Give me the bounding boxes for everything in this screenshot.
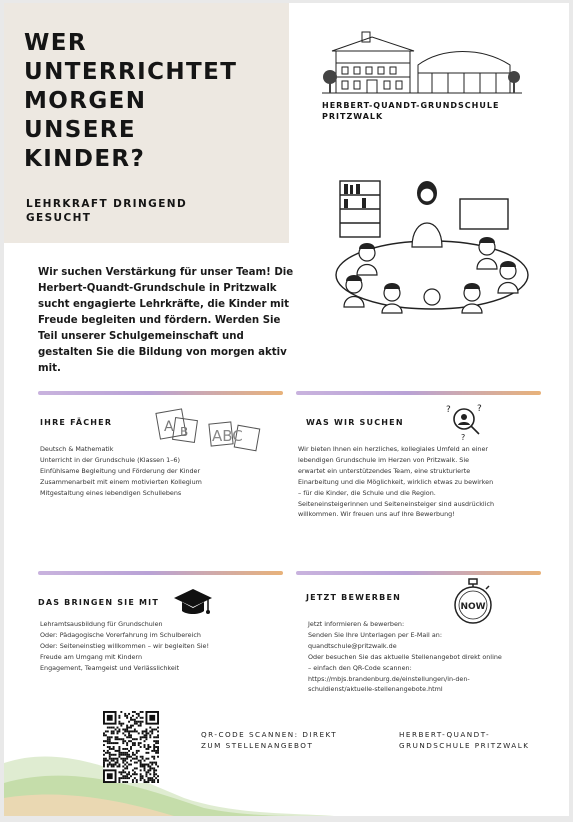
intro-line: gestalten Sie die Bildung von morgen aktiv <box>38 347 287 358</box>
body-line: erwartet ein unterstützendes Team, eine strukturierte <box>298 466 471 475</box>
subheadline <box>26 197 187 225</box>
qr-caption <box>201 729 337 751</box>
magnifier-question-icon <box>445 401 487 441</box>
graduation-cap-icon <box>173 587 213 617</box>
body-line: Freude am Umgang mit Kindern <box>40 652 142 661</box>
headline-line: UNSERE <box>24 117 137 143</box>
section-divider <box>296 391 541 395</box>
footer-school-line: GRUNDSCHULE PRITZWALK <box>399 741 530 750</box>
footer-school-name <box>399 729 529 751</box>
body-line: Oder besuchen Sie das aktuelle Stellenangebot direkt online <box>308 652 502 661</box>
subheadline-line: LEHRKRAFT DRINGEND <box>26 198 188 210</box>
section-divider <box>38 571 283 575</box>
stopwatch-label: NOW <box>460 602 486 612</box>
intro-line: Herbert-Quandt-Grundschule in Pritzwalk <box>38 283 277 294</box>
body-line: Einfühlsame Begleitung und Förderung der Kinder <box>40 466 201 475</box>
body-line: Einarbeitung und die Möglichkeit, wirklich etwas zu bewirken <box>298 477 494 486</box>
body-line: willkommen. Wir freuen uns auf Ihre Bewerbung! <box>298 510 455 519</box>
svg-text:B: B <box>180 425 189 439</box>
body-line: – für die Kinder, die Schule und die Region. <box>298 488 436 497</box>
intro-text <box>38 265 294 377</box>
body-line: Oder: Seiteneinstieg willkommen – wir begleiten Sie! <box>40 641 210 650</box>
headline-line: MORGEN <box>24 88 147 114</box>
intro-line: Teil unserer Schulgemeinschaft und <box>38 331 244 342</box>
school-label-line: PRITZWALK <box>322 112 384 121</box>
section-body-mitbringen <box>40 619 209 674</box>
abc-blocks-letters: ABC <box>212 427 243 445</box>
svg-text:?: ? <box>477 404 482 414</box>
intro-line: mit. <box>38 363 61 374</box>
body-line: – einfach den QR-Code scannen: <box>308 663 412 672</box>
svg-text:?: ? <box>446 405 451 415</box>
section-divider <box>296 571 541 575</box>
hero-panel <box>4 3 289 243</box>
intro-line: Freude begleiten und fördern. Werden Sie <box>38 315 281 326</box>
body-line: lebendigen Grundschule im Herzen von Pritzwalk. Sie <box>298 455 470 464</box>
body-line: Engagement, Teamgeist und Verlässlichkeit <box>40 663 180 672</box>
subheadline-line: GESUCHT <box>26 212 92 224</box>
flyer-page <box>4 3 569 816</box>
footer-school-line: HERBERT-QUANDT- <box>399 730 491 739</box>
headline-line: KINDER? <box>24 146 146 172</box>
qr-caption-line: QR-CODE SCANNEN: DIREKT <box>201 730 338 739</box>
headline <box>24 29 286 174</box>
section-title-bewerben: JETZT BEWERBEN <box>306 593 402 602</box>
school-building-illustration <box>322 29 522 97</box>
section-divider <box>38 391 283 395</box>
svg-text:?: ? <box>461 433 466 441</box>
intro-line: sucht engagierte Lehrkräfte, die Kinder mit <box>38 299 290 310</box>
svg-text:A: A <box>164 419 174 435</box>
section-body-faecher <box>40 444 202 499</box>
job-url-link-cont[interactable]: schuldienst/aktuelle-stellenangebote.html <box>308 685 443 694</box>
section-title-mitbringen: DAS BRINGEN SIE MIT <box>38 598 160 607</box>
body-line: Deutsch & Mathematik <box>40 445 114 453</box>
body-line: Jetzt informieren & bewerben: <box>308 620 405 628</box>
section-title-suchen: WAS WIR SUCHEN <box>306 418 404 427</box>
school-label <box>322 100 499 122</box>
intro-line: Wir suchen Verstärkung für unser Team! Die <box>38 267 294 278</box>
section-title-faecher: IHRE FÄCHER <box>40 418 113 427</box>
email-link[interactable]: quandtschule@pritzwalk.de <box>308 641 397 650</box>
body-line: Unterricht in der Grundschule (Klassen 1–6) <box>40 455 180 464</box>
section-body-bewerben <box>308 619 502 695</box>
qr-code[interactable] <box>103 711 159 783</box>
headline-line: UNTERRICHTET <box>24 59 238 85</box>
body-line: Lehramtsausbildung für Grundschulen <box>40 620 163 628</box>
job-url-link[interactable]: https://mbjs.brandenburg.de/einstellungen/in-den- <box>308 674 470 683</box>
section-body-suchen <box>298 444 494 520</box>
qr-caption-line: ZUM STELLENANGEBOT <box>201 741 314 750</box>
headline-line: WER <box>24 30 87 56</box>
school-label-line: HERBERT-QUANDT-GRUNDSCHULE <box>322 101 500 110</box>
body-line: Oder: Pädagogische Vorerfahrung im Schulbereich <box>40 630 201 639</box>
body-line: Mitgestaltung eines lebendigen Schullebens <box>40 488 182 497</box>
body-line: Wir bieten Ihnen ein herzliches, kollegiales Umfeld an einer <box>298 445 489 453</box>
decorative-swoosh <box>4 703 334 816</box>
body-line: Zusammenarbeit mit einem motivierten Kollegium <box>40 477 202 486</box>
classroom-illustration <box>332 175 534 315</box>
body-line: Seiteneinsteigerinnen und Seiteneinsteiger sind ausdrücklich <box>298 499 495 508</box>
body-line: Senden Sie Ihre Unterlagen per E-Mail an: <box>308 630 442 639</box>
